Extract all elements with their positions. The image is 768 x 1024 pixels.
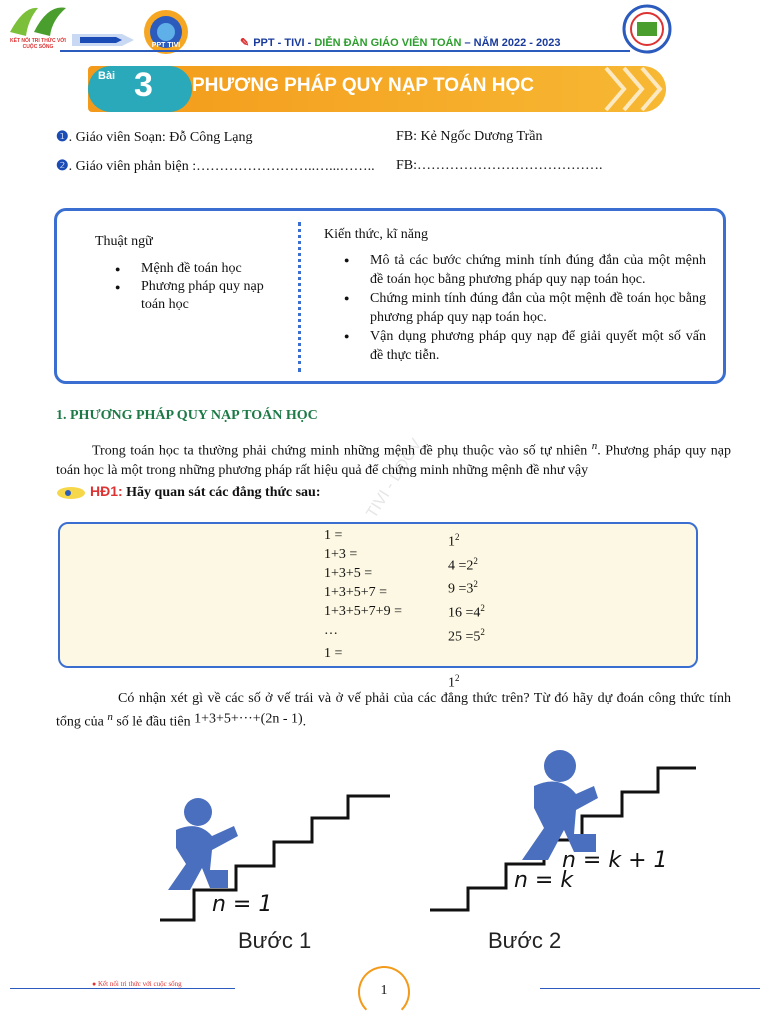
- footer-rule-right: [540, 988, 760, 989]
- pencil-icon: ✎: [240, 37, 250, 49]
- skill-item: ● Mô tả các bước chứng minh tính đúng đắn của một mệnh đề toán học bằng phương pháp quy nạp toán học.: [344, 251, 706, 289]
- question-text: Có nhận xét gì về các số ở vế trái và ở vế phải của các đẳng thức trên? Từ đó hãy dự đoán công thức tính tổng của: [56, 691, 731, 730]
- skills-heading: Kiến thức, kĩ năng: [324, 227, 429, 242]
- skill-item: ● Vận dụng phương pháp quy nạp để giải quyết một số vấn đề thực tiễn.: [344, 327, 706, 365]
- author-text: . Giáo viên Soạn: Đỗ Công Lạng: [68, 130, 253, 145]
- bullet-icon: ●: [92, 980, 97, 988]
- author-fb: FB: Kẻ Ngốc Dương Trần: [396, 129, 543, 144]
- hd-label: HĐ1:: [90, 483, 123, 499]
- rhs-exp: 2: [480, 626, 485, 637]
- question-variable: n: [107, 711, 113, 723]
- hd-marker: [56, 486, 86, 505]
- rhs-base: 16 =4: [448, 605, 481, 621]
- equation-lhs: 1+3 =: [324, 547, 358, 562]
- rhs-base: 9 =3: [448, 581, 474, 597]
- header-rule: [60, 50, 630, 52]
- watermark: TIVI - DĐGV: [363, 436, 426, 522]
- term-item: ● Phương pháp quy nạp toán học: [115, 278, 285, 314]
- equation-rhs: [448, 623, 485, 647]
- number-two-icon: ❷: [56, 159, 69, 174]
- reviewer-line: [56, 158, 375, 175]
- skill-item: ● Chứng minh tính đúng đắn của một mệnh đề toán học bằng phương pháp quy nạp toán học.: [344, 289, 706, 327]
- header-title: [240, 36, 561, 49]
- rhs-base: 1: [448, 534, 455, 550]
- section-heading: 1. PHƯƠNG PHÁP QUY NẠP TOÁN HỌC: [56, 408, 318, 423]
- number-one-icon: ❶: [56, 130, 69, 145]
- terms-heading: Thuật ngữ: [95, 234, 153, 249]
- intro-variable: n: [591, 440, 598, 452]
- climber-step-1-icon: [168, 798, 238, 890]
- footer-text: [92, 980, 182, 988]
- equation-rhs: [448, 528, 485, 552]
- forum-logo: [620, 4, 674, 54]
- hd-text: Hãy quan sát các đẳng thức sau:: [126, 485, 321, 500]
- header-title-part1: PPT - TIVI -: [253, 37, 315, 49]
- question-text-2: số lẻ đầu tiên: [116, 714, 191, 730]
- equation-lhs: 1 =: [324, 528, 343, 543]
- publisher-caption: KẾT NỐI TRI THỨC VỚI CUỘC SỐNG: [10, 38, 66, 50]
- reviewer-text: . Giáo viên phản biện :……………………..…...……..: [68, 159, 375, 174]
- equation-lhs: 1+3+5+7+9 =: [324, 604, 402, 619]
- page-number: 1: [380, 983, 388, 998]
- ppt-tivi-caption: PPT TIVI: [151, 42, 181, 49]
- terms-column: [95, 234, 285, 314]
- page-number-badge: [358, 966, 410, 1018]
- rhs-base: 4 =2: [448, 558, 474, 574]
- lesson-bai-label: Bài: [98, 70, 116, 82]
- question-formula: 1+3+5+···+(2n - 1): [194, 711, 303, 727]
- step2-label-k1: n = k + 1: [562, 848, 668, 873]
- reviewer-fb: FB:………………………………….: [396, 158, 603, 173]
- rhs-exp: 2: [455, 532, 460, 542]
- skills-column: [324, 227, 706, 371]
- step2-label-k: n = k: [514, 868, 574, 893]
- arrow-bullet-icon: [56, 486, 86, 500]
- intro-tail: . Phương pháp quy nạp toán học là một trong những phương pháp rất hiệu quả để chứng minh những mệnh đề như vậy: [56, 443, 731, 478]
- intro-paragraph: [56, 437, 731, 480]
- equation-rhs: [448, 575, 485, 599]
- summary-divider: [298, 222, 301, 372]
- step1-caption: Bước 1: [238, 928, 312, 953]
- question-paragraph: [56, 689, 731, 732]
- rhs-exp: 2: [455, 673, 460, 684]
- rhs-exp: 2: [473, 579, 478, 590]
- equation-lhs: …: [324, 623, 338, 638]
- footer-caption: Kết nối tri thức với cuộc sống: [97, 980, 182, 988]
- climber-step-2-icon: [522, 750, 598, 860]
- term-item: ● Mệnh đề toán học: [115, 260, 285, 278]
- rhs-base: 25 =5: [448, 629, 481, 645]
- hd-title: [90, 483, 321, 501]
- rhs-exp: 2: [480, 602, 485, 613]
- question-end: .: [302, 714, 307, 730]
- author-line: [56, 129, 252, 146]
- equation-rhs: [448, 552, 485, 576]
- step1-label: n = 1: [212, 892, 273, 917]
- ppt-tivi-logo: [140, 8, 192, 56]
- equation-left-column: [324, 526, 402, 662]
- equation-right-column: [448, 528, 485, 691]
- lesson-number: 3: [134, 66, 153, 104]
- equation-lhs: 1+3+5 =: [324, 566, 373, 581]
- rhs-exp: 2: [473, 555, 478, 566]
- intro-text: Trong toán học ta thường phải chứng minh những mệnh đề phụ thuộc vào số tự nhiên: [92, 443, 588, 459]
- chevron-decoration: [596, 66, 666, 117]
- step2-caption: Bước 2: [488, 928, 562, 953]
- publisher-logo: [4, 2, 72, 52]
- equation-lhs: 1 =: [324, 646, 343, 661]
- equation-lhs: 1+3+5+7 =: [324, 585, 388, 600]
- rhs-base: 1: [448, 675, 455, 691]
- header-title-part2: DIỄN ĐÀN GIÁO VIÊN TOÁN: [314, 37, 462, 49]
- equation-rhs: [448, 646, 485, 665]
- footer-rule-left: [10, 988, 235, 989]
- equation-rhs: [448, 599, 485, 623]
- header-title-part3: – NĂM 2022 - 2023: [461, 37, 561, 49]
- lesson-title: PHƯƠNG PHÁP QUY NẠP TOÁN HỌC: [192, 75, 535, 96]
